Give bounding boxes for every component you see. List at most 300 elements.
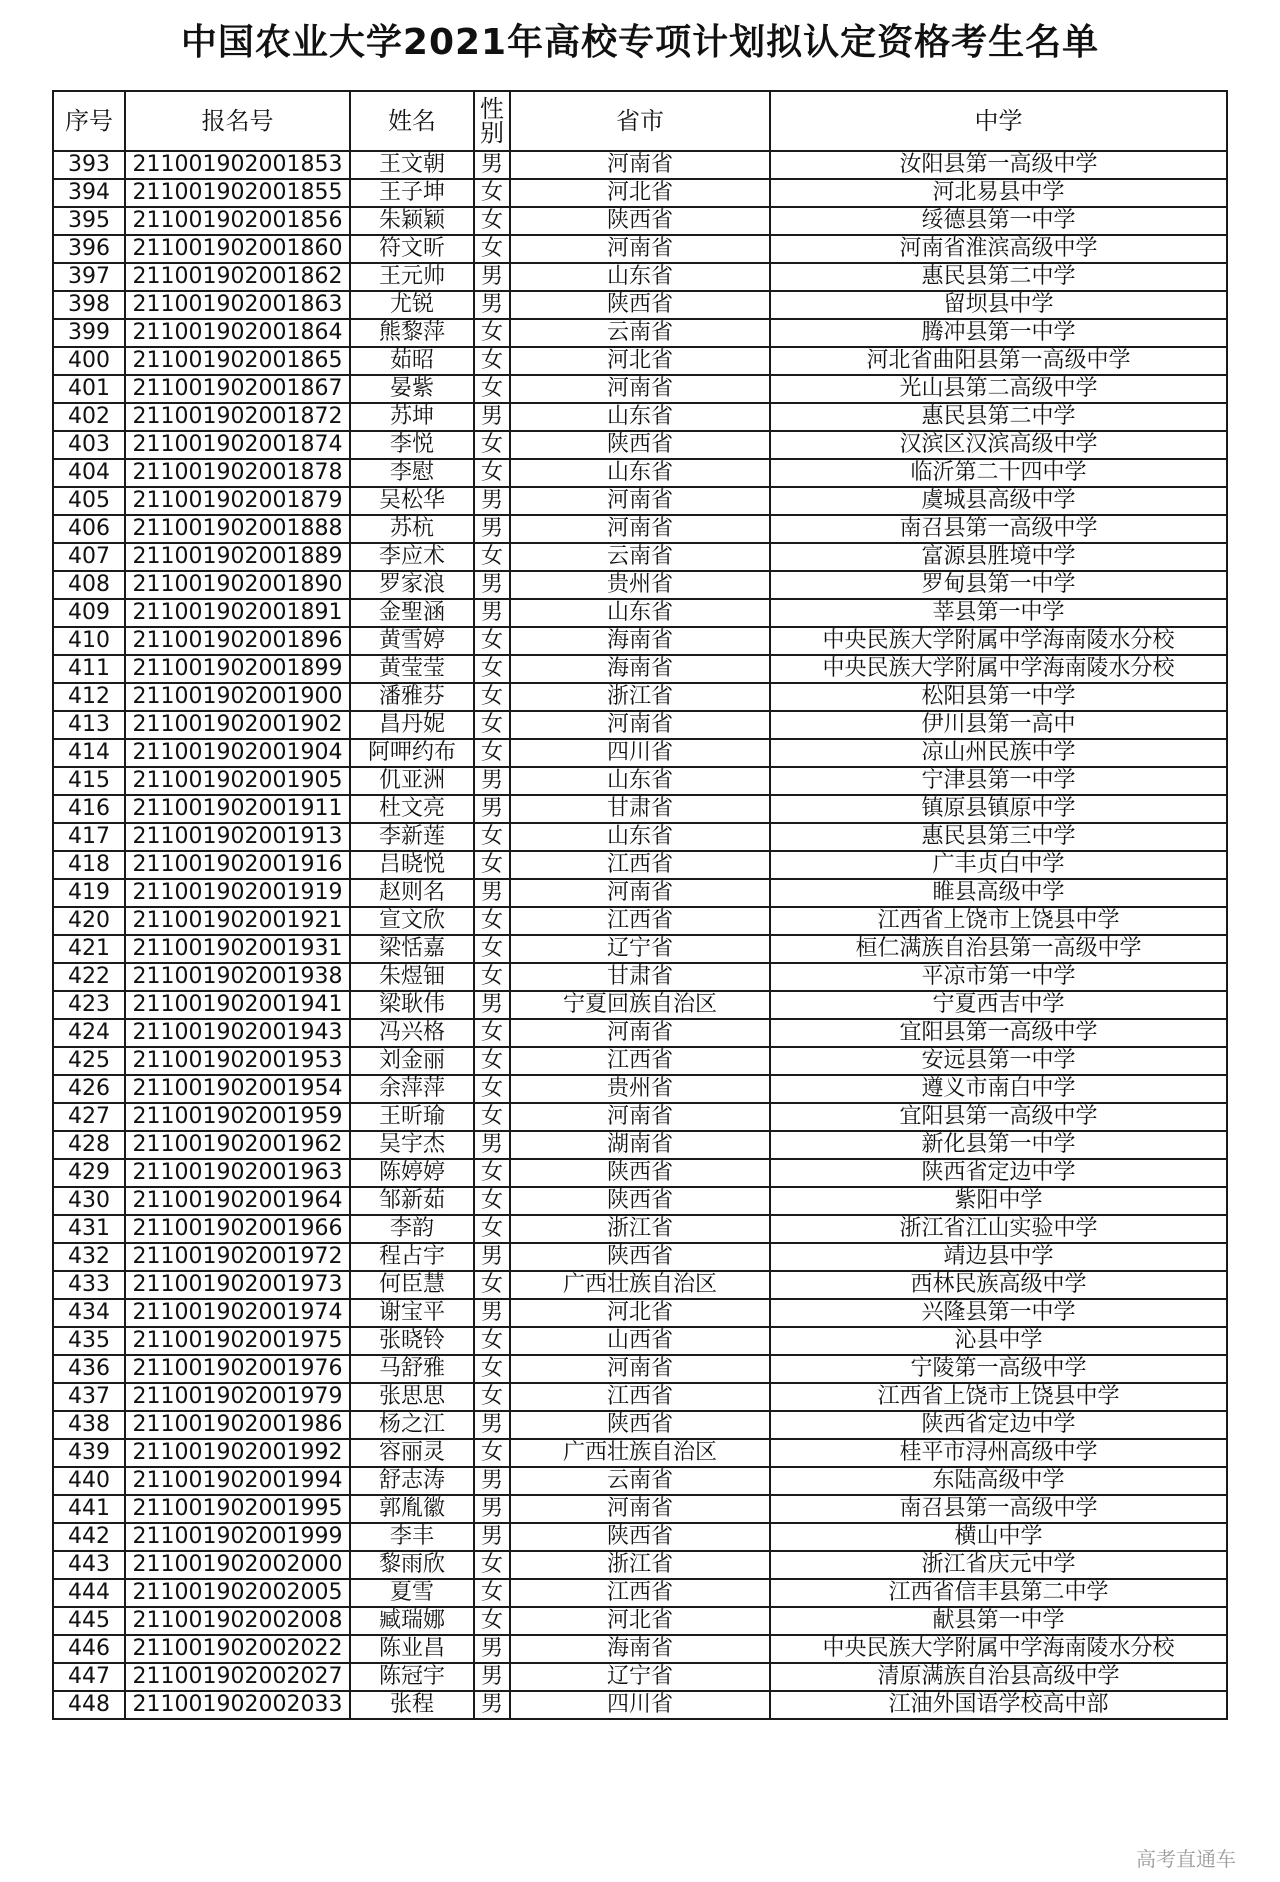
cell-province: 河南省: [510, 487, 770, 515]
cell-province: 宁夏回族自治区: [510, 991, 770, 1019]
cell-registration-number: 211001902002000: [125, 1551, 350, 1579]
table-row: [53, 1579, 1227, 1607]
cell-gender: 女: [474, 375, 510, 403]
cell-gender: 女: [474, 655, 510, 683]
cell-school: 浙江省庆元中学: [770, 1551, 1227, 1579]
cell-province: 陕西省: [510, 1243, 770, 1271]
table-row: [53, 1495, 1227, 1523]
cell-index: 420: [53, 907, 125, 935]
cell-registration-number: 211001902001872: [125, 403, 350, 431]
cell-province: 广西壮族自治区: [510, 1271, 770, 1299]
cell-registration-number: 211001902001905: [125, 767, 350, 795]
cell-school: 伊川县第一高中: [770, 711, 1227, 739]
cell-gender: 女: [474, 543, 510, 571]
cell-gender: 女: [474, 1103, 510, 1131]
cell-gender: 男: [474, 291, 510, 319]
cell-registration-number: 211001902001963: [125, 1159, 350, 1187]
table-row: [53, 1663, 1227, 1691]
cell-name: 苏坤: [350, 403, 474, 431]
cell-school: 镇原县镇原中学: [770, 795, 1227, 823]
cell-name: 尤锐: [350, 291, 474, 319]
cell-name: 何臣慧: [350, 1271, 474, 1299]
cell-registration-number: 211001902001916: [125, 851, 350, 879]
cell-school: 睢县高级中学: [770, 879, 1227, 907]
cell-province: 江西省: [510, 1047, 770, 1075]
cell-name: 李应术: [350, 543, 474, 571]
cell-registration-number: 211001902001853: [125, 151, 350, 179]
cell-name: 王文朝: [350, 151, 474, 179]
cell-registration-number: 211001902001986: [125, 1411, 350, 1439]
cell-index: 406: [53, 515, 125, 543]
cell-index: 405: [53, 487, 125, 515]
cell-gender: 女: [474, 935, 510, 963]
cell-index: 425: [53, 1047, 125, 1075]
cell-index: 402: [53, 403, 125, 431]
table-row: [53, 1047, 1227, 1075]
cell-province: 陕西省: [510, 1411, 770, 1439]
table-row: [53, 991, 1227, 1019]
cell-index: 409: [53, 599, 125, 627]
table-row: [53, 291, 1227, 319]
table-row: [53, 1131, 1227, 1159]
table-row: [53, 739, 1227, 767]
cell-name: 陈婷婷: [350, 1159, 474, 1187]
cell-index: 407: [53, 543, 125, 571]
cell-name: 李新莲: [350, 823, 474, 851]
cell-gender: 男: [474, 1691, 510, 1719]
table-row: [53, 319, 1227, 347]
cell-province: 江西省: [510, 1383, 770, 1411]
cell-index: 413: [53, 711, 125, 739]
cell-index: 400: [53, 347, 125, 375]
cell-registration-number: 211001902001891: [125, 599, 350, 627]
cell-gender: 女: [474, 1439, 510, 1467]
cell-name: 李丰: [350, 1523, 474, 1551]
cell-province: 山东省: [510, 263, 770, 291]
cell-registration-number: 211001902001904: [125, 739, 350, 767]
cell-gender: 女: [474, 683, 510, 711]
cell-registration-number: 211001902001972: [125, 1243, 350, 1271]
cell-registration-number: 211001902001855: [125, 179, 350, 207]
cell-name: 黄莹莹: [350, 655, 474, 683]
cell-gender: 男: [474, 991, 510, 1019]
cell-index: 412: [53, 683, 125, 711]
table-body: [53, 151, 1227, 1719]
table-row: [53, 1383, 1227, 1411]
cell-gender: 女: [474, 1383, 510, 1411]
cell-gender: 女: [474, 739, 510, 767]
cell-province: 贵州省: [510, 1075, 770, 1103]
cell-school: 富源县胜境中学: [770, 543, 1227, 571]
cell-gender: 女: [474, 1047, 510, 1075]
cell-school: 惠民县第二中学: [770, 403, 1227, 431]
cell-province: 河北省: [510, 1607, 770, 1635]
cell-registration-number: 211001902001860: [125, 235, 350, 263]
table-row: [53, 1215, 1227, 1243]
table-row: [53, 487, 1227, 515]
cell-province: 河南省: [510, 375, 770, 403]
cell-name: 陈冠宇: [350, 1663, 474, 1691]
cell-name: 阿呷约布: [350, 739, 474, 767]
cell-province: 海南省: [510, 627, 770, 655]
cell-province: 山西省: [510, 1327, 770, 1355]
cell-registration-number: 211001902001911: [125, 795, 350, 823]
cell-registration-number: 211001902001941: [125, 991, 350, 1019]
cell-gender: 女: [474, 1187, 510, 1215]
cell-province: 辽宁省: [510, 1663, 770, 1691]
cell-name: 张晓铃: [350, 1327, 474, 1355]
cell-school: 中央民族大学附属中学海南陵水分校: [770, 655, 1227, 683]
cell-index: 396: [53, 235, 125, 263]
cell-registration-number: 211001902001976: [125, 1355, 350, 1383]
cell-school: 河北易县中学: [770, 179, 1227, 207]
cell-index: 421: [53, 935, 125, 963]
cell-registration-number: 211001902002027: [125, 1663, 350, 1691]
table-row: [53, 1103, 1227, 1131]
cell-school: 西林民族高级中学: [770, 1271, 1227, 1299]
cell-gender: 女: [474, 319, 510, 347]
cell-gender: 女: [474, 1159, 510, 1187]
cell-school: 桓仁满族自治县第一高级中学: [770, 935, 1227, 963]
cell-registration-number: 211001902001931: [125, 935, 350, 963]
cell-school: 宁夏西吉中学: [770, 991, 1227, 1019]
table-row: [53, 235, 1227, 263]
cell-registration-number: 211001902001864: [125, 319, 350, 347]
cell-province: 河南省: [510, 151, 770, 179]
table-row: [53, 1355, 1227, 1383]
cell-registration-number: 211001902001954: [125, 1075, 350, 1103]
cell-name: 苏杭: [350, 515, 474, 543]
table-row: [53, 1607, 1227, 1635]
cell-index: 416: [53, 795, 125, 823]
table-row: [53, 823, 1227, 851]
cell-province: 云南省: [510, 543, 770, 571]
cell-registration-number: 211001902001899: [125, 655, 350, 683]
cell-province: 陕西省: [510, 1523, 770, 1551]
cell-province: 江西省: [510, 1579, 770, 1607]
cell-school: 宜阳县第一高级中学: [770, 1019, 1227, 1047]
cell-province: 河南省: [510, 1103, 770, 1131]
cell-gender: 女: [474, 1355, 510, 1383]
cell-registration-number: 211001902001889: [125, 543, 350, 571]
cell-school: 绥德县第一中学: [770, 207, 1227, 235]
cell-index: 419: [53, 879, 125, 907]
cell-index: 422: [53, 963, 125, 991]
cell-province: 陕西省: [510, 1159, 770, 1187]
cell-name: 郭胤徽: [350, 1495, 474, 1523]
cell-gender: 女: [474, 823, 510, 851]
cell-name: 昌丹妮: [350, 711, 474, 739]
cell-province: 河北省: [510, 179, 770, 207]
cell-name: 程占宇: [350, 1243, 474, 1271]
header-province: 省市: [510, 91, 770, 151]
cell-name: 杨之江: [350, 1411, 474, 1439]
cell-index: 428: [53, 1131, 125, 1159]
cell-index: 426: [53, 1075, 125, 1103]
cell-province: 贵州省: [510, 571, 770, 599]
cell-index: 393: [53, 151, 125, 179]
cell-registration-number: 211001902001856: [125, 207, 350, 235]
cell-school: 紫阳中学: [770, 1187, 1227, 1215]
cell-school: 河北省曲阳县第一高级中学: [770, 347, 1227, 375]
cell-gender: 女: [474, 1075, 510, 1103]
cell-registration-number: 211001902001943: [125, 1019, 350, 1047]
cell-school: 安远县第一中学: [770, 1047, 1227, 1075]
cell-gender: 女: [474, 1579, 510, 1607]
cell-name: 冯兴格: [350, 1019, 474, 1047]
cell-province: 浙江省: [510, 683, 770, 711]
cell-school: 中央民族大学附属中学海南陵水分校: [770, 627, 1227, 655]
cell-registration-number: 211001902002008: [125, 1607, 350, 1635]
cell-school: 东陆高级中学: [770, 1467, 1227, 1495]
cell-index: 443: [53, 1551, 125, 1579]
cell-school: 广丰贞白中学: [770, 851, 1227, 879]
cell-index: 427: [53, 1103, 125, 1131]
table-row: [53, 1187, 1227, 1215]
cell-gender: 女: [474, 963, 510, 991]
cell-gender: 男: [474, 1663, 510, 1691]
table-row: [53, 795, 1227, 823]
cell-name: 李慰: [350, 459, 474, 487]
cell-gender: 男: [474, 1635, 510, 1663]
cell-province: 四川省: [510, 739, 770, 767]
cell-province: 河北省: [510, 347, 770, 375]
cell-registration-number: 211001902001888: [125, 515, 350, 543]
cell-school: 陕西省定边中学: [770, 1159, 1227, 1187]
cell-index: 404: [53, 459, 125, 487]
cell-gender: 女: [474, 907, 510, 935]
cell-name: 夏雪: [350, 1579, 474, 1607]
cell-name: 谢宝平: [350, 1299, 474, 1327]
cell-index: 440: [53, 1467, 125, 1495]
cell-name: 仉亚洲: [350, 767, 474, 795]
cell-province: 甘肃省: [510, 795, 770, 823]
cell-province: 广西壮族自治区: [510, 1439, 770, 1467]
cell-school: 留坝县中学: [770, 291, 1227, 319]
cell-province: 河南省: [510, 235, 770, 263]
cell-province: 陕西省: [510, 1187, 770, 1215]
cell-school: 江油外国语学校高中部: [770, 1691, 1227, 1719]
cell-gender: 女: [474, 459, 510, 487]
cell-index: 431: [53, 1215, 125, 1243]
cell-province: 陕西省: [510, 431, 770, 459]
cell-registration-number: 211001902002022: [125, 1635, 350, 1663]
cell-gender: 女: [474, 711, 510, 739]
cell-school: 光山县第二高级中学: [770, 375, 1227, 403]
cell-gender: 男: [474, 1243, 510, 1271]
table-row: [53, 1523, 1227, 1551]
cell-name: 张思思: [350, 1383, 474, 1411]
cell-province: 山东省: [510, 459, 770, 487]
cell-school: 南召县第一高级中学: [770, 515, 1227, 543]
cell-province: 浙江省: [510, 1551, 770, 1579]
cell-school: 浙江省江山实验中学: [770, 1215, 1227, 1243]
cell-province: 辽宁省: [510, 935, 770, 963]
watermark: 高考直通车: [1136, 1847, 1236, 1871]
cell-name: 吴松华: [350, 487, 474, 515]
cell-registration-number: 211001902001999: [125, 1523, 350, 1551]
table-row: [53, 1019, 1227, 1047]
cell-gender: 男: [474, 599, 510, 627]
table-row: [53, 1551, 1227, 1579]
cell-index: 439: [53, 1439, 125, 1467]
cell-name: 潘雅芬: [350, 683, 474, 711]
cell-registration-number: 211001902001959: [125, 1103, 350, 1131]
table-row: [53, 767, 1227, 795]
table-row: [53, 1271, 1227, 1299]
cell-registration-number: 211001902002033: [125, 1691, 350, 1719]
cell-registration-number: 211001902001966: [125, 1215, 350, 1243]
cell-registration-number: 211001902001979: [125, 1383, 350, 1411]
cell-index: 442: [53, 1523, 125, 1551]
cell-province: 河南省: [510, 711, 770, 739]
table-row: [53, 627, 1227, 655]
cell-index: 447: [53, 1663, 125, 1691]
cell-index: 394: [53, 179, 125, 207]
cell-province: 河南省: [510, 1019, 770, 1047]
header-name: 姓名: [350, 91, 474, 151]
cell-index: 434: [53, 1299, 125, 1327]
cell-school: 罗甸县第一中学: [770, 571, 1227, 599]
table-row: [53, 879, 1227, 907]
cell-index: 410: [53, 627, 125, 655]
cell-gender: 女: [474, 1215, 510, 1243]
table-row: [53, 375, 1227, 403]
cell-gender: 女: [474, 179, 510, 207]
cell-index: 441: [53, 1495, 125, 1523]
table-row: [53, 1243, 1227, 1271]
cell-school: 临沂第二十四中学: [770, 459, 1227, 487]
cell-school: 沁县中学: [770, 1327, 1227, 1355]
cell-province: 甘肃省: [510, 963, 770, 991]
table-row: [53, 1299, 1227, 1327]
cell-registration-number: 211001902001962: [125, 1131, 350, 1159]
cell-school: 江西省信丰县第二中学: [770, 1579, 1227, 1607]
table-row: [53, 907, 1227, 935]
cell-school: 河南省淮滨高级中学: [770, 235, 1227, 263]
table-row: [53, 571, 1227, 599]
cell-province: 湖南省: [510, 1131, 770, 1159]
document-title: 中国农业大学2021年高校专项计划拟认定资格考生名单: [180, 22, 1100, 63]
cell-registration-number: 211001902001994: [125, 1467, 350, 1495]
cell-name: 李韵: [350, 1215, 474, 1243]
cell-gender: 男: [474, 1411, 510, 1439]
table-row: [53, 515, 1227, 543]
cell-school: 南召县第一高级中学: [770, 1495, 1227, 1523]
cell-index: 436: [53, 1355, 125, 1383]
cell-index: 438: [53, 1411, 125, 1439]
cell-registration-number: 211001902001862: [125, 263, 350, 291]
cell-name: 王元帅: [350, 263, 474, 291]
cell-province: 河南省: [510, 1355, 770, 1383]
cell-index: 435: [53, 1327, 125, 1355]
cell-gender: 男: [474, 1467, 510, 1495]
cell-gender: 男: [474, 571, 510, 599]
cell-school: 凉山州民族中学: [770, 739, 1227, 767]
cell-name: 罗家浪: [350, 571, 474, 599]
cell-province: 河南省: [510, 879, 770, 907]
cell-name: 臧瑞娜: [350, 1607, 474, 1635]
cell-province: 河南省: [510, 515, 770, 543]
cell-index: 415: [53, 767, 125, 795]
cell-name: 邹新茹: [350, 1187, 474, 1215]
cell-registration-number: 211001902001919: [125, 879, 350, 907]
cell-gender: 男: [474, 879, 510, 907]
cell-gender: 男: [474, 515, 510, 543]
cell-name: 杜文亮: [350, 795, 474, 823]
cell-name: 梁耿伟: [350, 991, 474, 1019]
cell-name: 容丽灵: [350, 1439, 474, 1467]
cell-index: 398: [53, 291, 125, 319]
cell-school: 中央民族大学附属中学海南陵水分校: [770, 1635, 1227, 1663]
cell-name: 张程: [350, 1691, 474, 1719]
header-index: 序号: [53, 91, 125, 151]
cell-province: 浙江省: [510, 1215, 770, 1243]
cell-index: 446: [53, 1635, 125, 1663]
cell-index: 423: [53, 991, 125, 1019]
cell-gender: 女: [474, 1019, 510, 1047]
cell-name: 宣文欣: [350, 907, 474, 935]
cell-registration-number: 211001902001878: [125, 459, 350, 487]
cell-index: 395: [53, 207, 125, 235]
cell-index: 444: [53, 1579, 125, 1607]
cell-gender: 男: [474, 403, 510, 431]
cell-index: 430: [53, 1187, 125, 1215]
table-row: [53, 711, 1227, 739]
cell-province: 山东省: [510, 403, 770, 431]
cell-school: 莘县第一中学: [770, 599, 1227, 627]
cell-school: 宁陵第一高级中学: [770, 1355, 1227, 1383]
cell-registration-number: 211001902001973: [125, 1271, 350, 1299]
cell-name: 赵则名: [350, 879, 474, 907]
table-row: [53, 1691, 1227, 1719]
cell-province: 河南省: [510, 1495, 770, 1523]
cell-name: 陈业昌: [350, 1635, 474, 1663]
table-row: [53, 431, 1227, 459]
cell-gender: 女: [474, 1551, 510, 1579]
cell-school: 江西省上饶市上饶县中学: [770, 907, 1227, 935]
cell-name: 黄雪婷: [350, 627, 474, 655]
cell-registration-number: 211001902001874: [125, 431, 350, 459]
cell-gender: 男: [474, 1131, 510, 1159]
cell-school: 松阳县第一中学: [770, 683, 1227, 711]
cell-province: 山东省: [510, 823, 770, 851]
table-row: [53, 1075, 1227, 1103]
cell-index: 429: [53, 1159, 125, 1187]
cell-school: 江西省上饶市上饶县中学: [770, 1383, 1227, 1411]
cell-school: 腾冲县第一中学: [770, 319, 1227, 347]
cell-name: 王昕瑜: [350, 1103, 474, 1131]
cell-registration-number: 211001902001863: [125, 291, 350, 319]
cell-index: 418: [53, 851, 125, 879]
cell-school: 清原满族自治县高级中学: [770, 1663, 1227, 1691]
table-row: [53, 1411, 1227, 1439]
cell-registration-number: 211001902001964: [125, 1187, 350, 1215]
cell-index: 424: [53, 1019, 125, 1047]
cell-registration-number: 211001902001879: [125, 487, 350, 515]
cell-registration-number: 211001902001913: [125, 823, 350, 851]
cell-name: 吕晓悦: [350, 851, 474, 879]
cell-index: 401: [53, 375, 125, 403]
cell-registration-number: 211001902001921: [125, 907, 350, 935]
cell-registration-number: 211001902001995: [125, 1495, 350, 1523]
cell-name: 余萍萍: [350, 1075, 474, 1103]
cell-index: 411: [53, 655, 125, 683]
cell-name: 晏紫: [350, 375, 474, 403]
cell-registration-number: 211001902001938: [125, 963, 350, 991]
cell-registration-number: 211001902001890: [125, 571, 350, 599]
cell-school: 兴隆县第一中学: [770, 1299, 1227, 1327]
